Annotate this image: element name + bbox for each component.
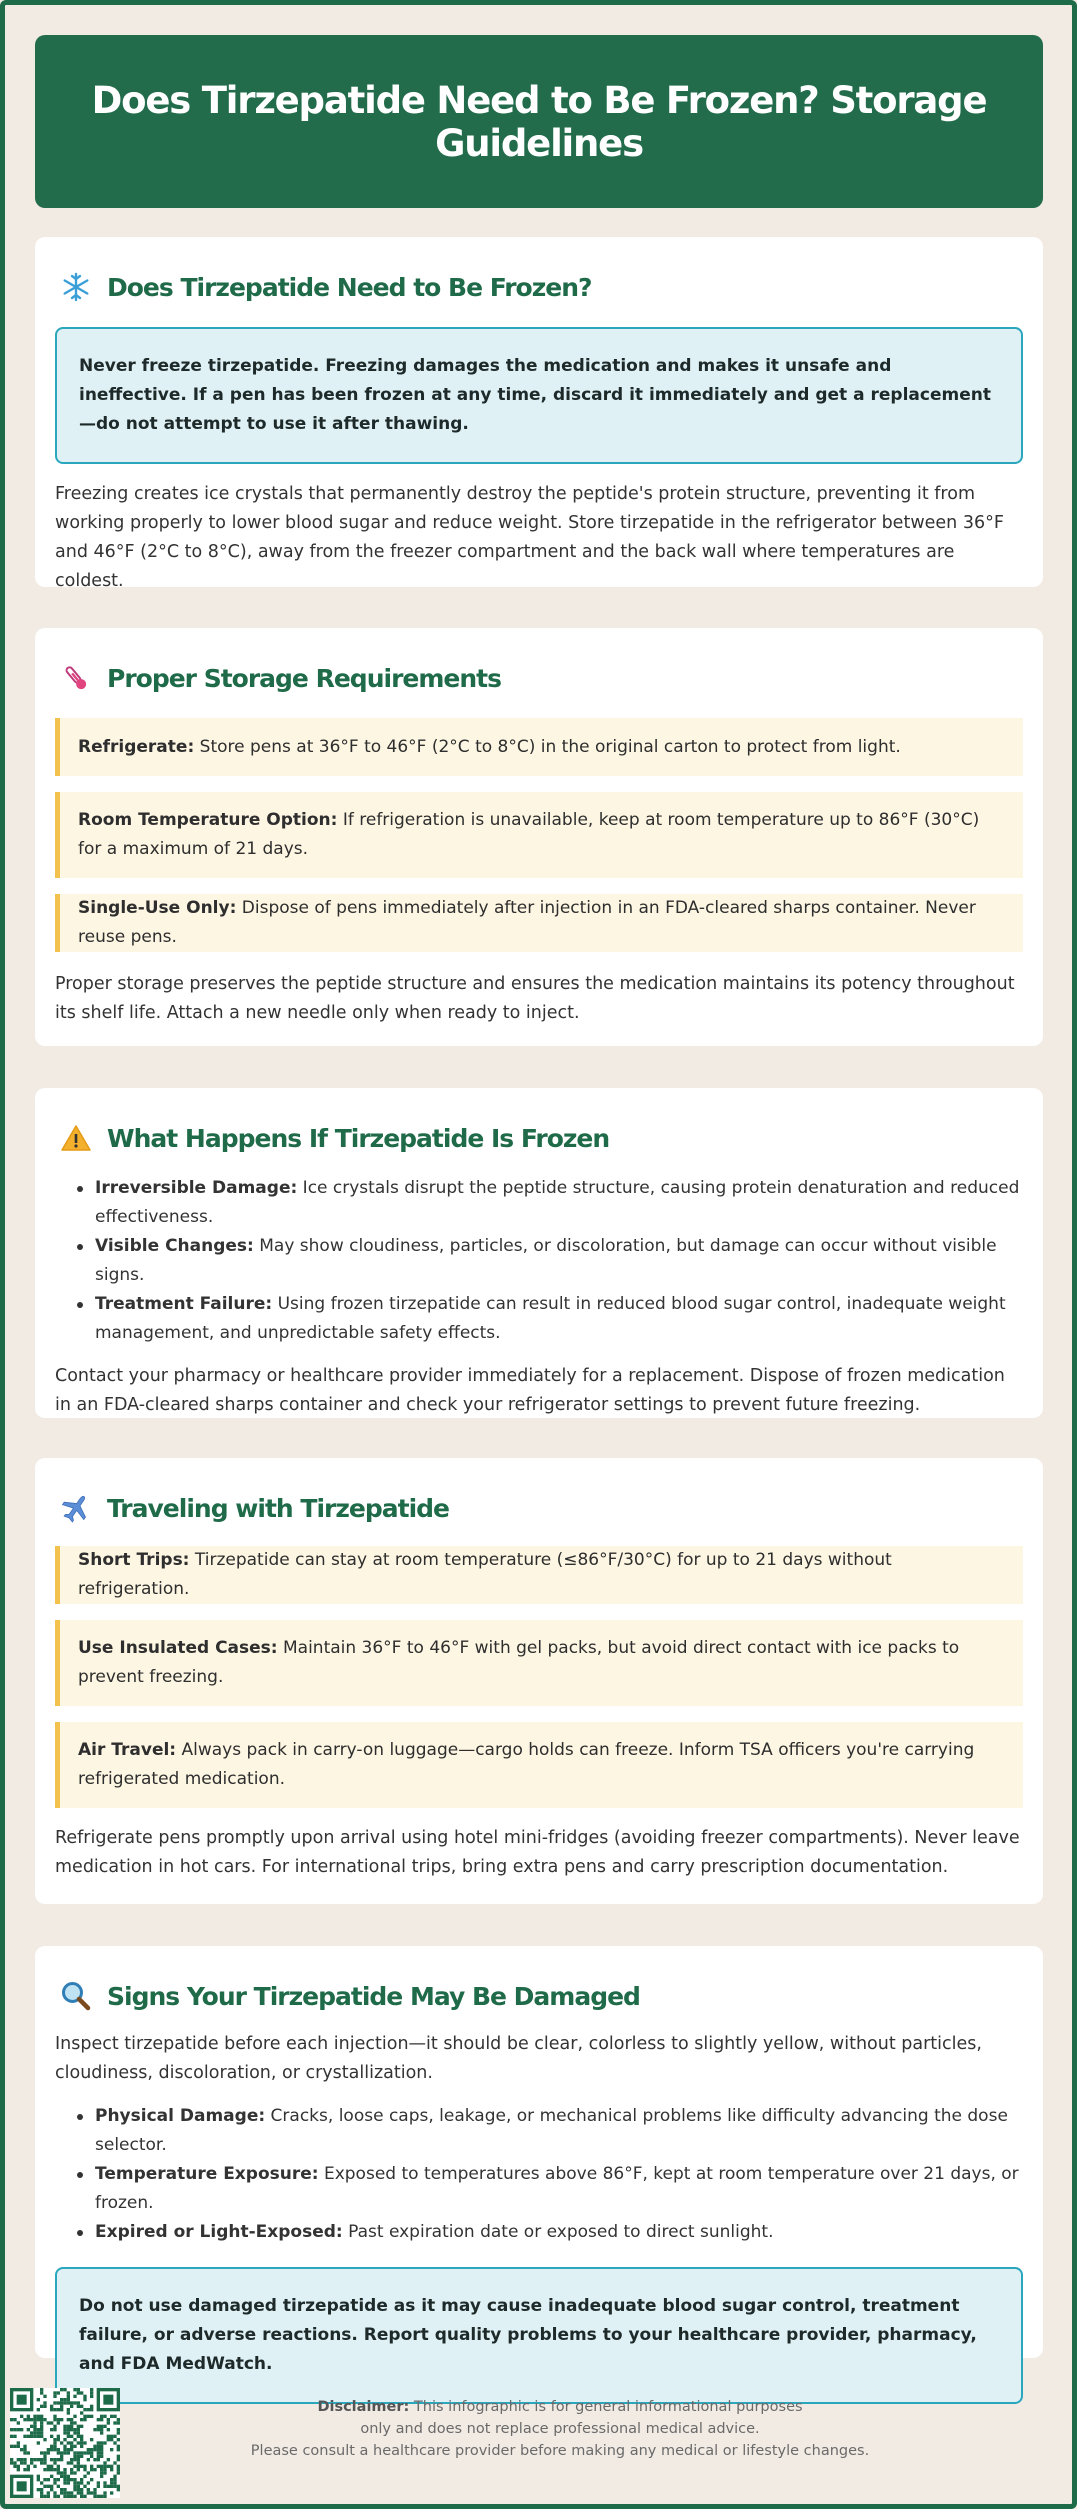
section-paragraph: Proper storage preserves the peptide structure and ensures the medication maintains its potency throughout its shelf life. Attach a new needle only when ready to inject. [55, 974, 1015, 1023]
section-storage [35, 628, 1043, 1046]
section-frozen [35, 237, 1043, 591]
tip-single-use: Single-Use Only: Dispose of pens immediately after injection in an FDA-cleared sharps container. Never reuse pens. [55, 894, 1023, 952]
magnifier-icon [59, 1979, 93, 2013]
frozen-alert: Never freeze tirzepatide. Freezing damages the medication and makes it unsafe and ineffective. If a pen has been frozen at any time, discard it immediately and get a replacement—do not attempt to use it after thawing. [55, 327, 1023, 464]
section-paragraph: Contact your pharmacy or healthcare provider immediately for a replacement. Dispose of frozen medication in an FDA-cleared sharps container and check your refrigerator settings to prevent future freezing. [55, 1366, 1005, 1415]
tip-refrigerate: Refrigerate: Store pens at 36°F to 46°F (2°C to 8°C) in the original carton to protect from light. [55, 718, 1023, 776]
section-title: Does Tirzepatide Need to Be Frozen? [107, 272, 592, 302]
list-item: Irreversible Damage: Ice crystals disrupt the peptide structure, causing protein denaturation and reduced effectiveness. [77, 1174, 1023, 1232]
thermometer-icon [59, 661, 93, 695]
list-item: Expired or Light-Exposed: Past expiration date or exposed to direct sunlight. [77, 2218, 1023, 2247]
tip-room-temperature: Room Temperature Option: If refrigeration is unavailable, keep at room temperature up to 86°F (30°C) for a maximum of 21 days. [55, 792, 1023, 878]
list-item: Visible Changes: May show cloudiness, particles, or discoloration, but damage can occur without visible signs. [77, 1232, 1023, 1290]
tip-insulated-cases: Use Insulated Cases: Maintain 36°F to 46°F with gel packs, but avoid direct contact with ice packs to prevent freezing. [55, 1620, 1023, 1706]
list-item: Temperature Exposure: Exposed to temperatures above 86°F, kept at room temperature over 21 days, or frozen. [77, 2160, 1023, 2218]
snowflake-icon [59, 270, 93, 304]
disclaimer: Disclaimer: This infographic is for general informational purposes only and does not replace professional medical advice. Please consult a healthcare provider before making any medical or lifestyle changes. [250, 2399, 870, 2459]
section-paragraph: Freezing creates ice crystals that permanently destroy the peptide's protein structure, preventing it from working properly to lower blood sugar and reduce weight. Store tirzepatide in the refrigerator between 36°F and 46°F (2°C to 8°C), away from the freezer compartment and the back wall where temperatures are coldest. [55, 484, 1004, 591]
inspection-intro: Inspect tirzepatide before each injection—it should be clear, colorless to slightly yellow, without particles, cloudiness, discoloration, or crystallization. [55, 2034, 982, 2083]
page-header [35, 35, 1043, 208]
section-title: Proper Storage Requirements [107, 663, 501, 693]
section-paragraph: Refrigerate pens promptly upon arrival using hotel mini-fridges (avoiding freezer compartments). Never leave medication in hot cars. For international trips, bring extra pens and carry prescription documentation. [55, 1828, 1020, 1877]
list-item: Treatment Failure: Using frozen tirzepatide can result in reduced blood sugar control, inadequate weight management, and unpredictable safety effects. [77, 1290, 1023, 1348]
tip-air-travel: Air Travel: Always pack in carry-on luggage—cargo holds can freeze. Inform TSA officers you're carrying refrigerated medication. [55, 1722, 1023, 1808]
section-traveling [35, 1458, 1043, 1904]
airplane-icon [59, 1491, 93, 1525]
damage-signs-list [55, 2102, 1023, 2247]
frozen-effects-list [55, 1174, 1023, 1348]
damaged-alert: Do not use damaged tirzepatide as it may cause inadequate blood sugar control, treatment failure, or adverse reactions. Report quality problems to your healthcare provider, pharmacy, and FDA MedWatch. [55, 2267, 1023, 2404]
section-damaged [35, 1946, 1043, 2374]
section-title: What Happens If Tirzepatide Is Frozen [107, 1123, 610, 1153]
tip-short-trips: Short Trips: Tirzepatide can stay at room temperature (≤86°F/30°C) for up to 21 days without refrigeration. [55, 1546, 1023, 1604]
list-item: Physical Damage: Cracks, loose caps, leakage, or mechanical problems like difficulty advancing the dose selector. [77, 2102, 1023, 2160]
warning-icon [59, 1121, 93, 1155]
section-title: Traveling with Tirzepatide [107, 1493, 450, 1523]
section-if-frozen [35, 1088, 1043, 1418]
page-title: Does Tirzepatide Need to Be Frozen? Storage Guidelines [91, 78, 987, 165]
qr-code [10, 2388, 120, 2498]
section-title: Signs Your Tirzepatide May Be Damaged [107, 1981, 640, 2011]
